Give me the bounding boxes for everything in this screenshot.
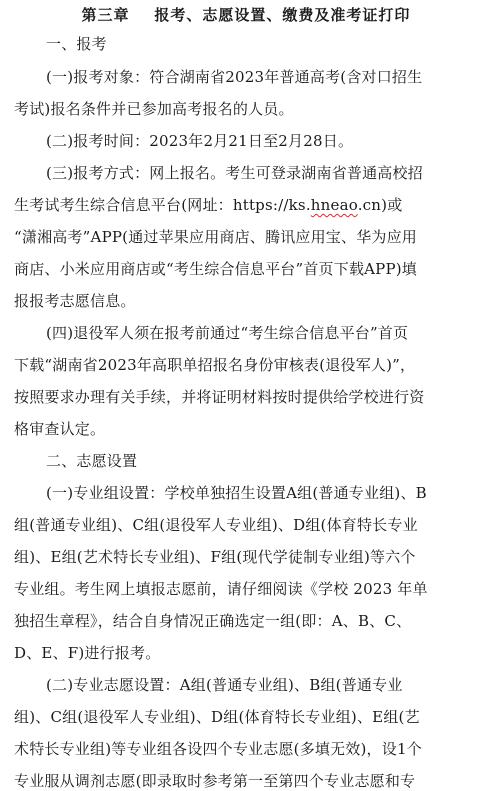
- paragraph-line: 考试)报名条件并已参加高考报名的人员。: [14, 100, 294, 118]
- paragraph-line: 组)、C组(退役军人专业组)、D组(体育特长专业组)、E组(艺: [14, 708, 420, 726]
- paragraph-line: 专业服从调剂志愿(即录取时参考第一至第四个专业志愿和专: [14, 772, 416, 790]
- section-heading-registration: 一、报考: [46, 35, 107, 53]
- paragraph-line: 格审查认定。: [14, 420, 106, 438]
- paragraph-line: (一)报考对象：符合湖南省2023年普通高考(含对口招生: [46, 68, 423, 86]
- paragraph-line: (二)专业志愿设置：A组(普通专业组)、B组(普通专业: [46, 676, 403, 694]
- paragraph-line: 专业组。考生网上填报志愿前，请仔细阅读《学校 2023 年单: [14, 580, 428, 598]
- section-heading-preferences: 二、志愿设置: [46, 452, 138, 470]
- paragraph-line: 术特长专业组)等专业组各设四个专业志愿(多填无效)，设1个: [14, 740, 422, 758]
- paragraph-line: 组(普通专业组)、C组(退役军人专业组)、D组(体育特长专业: [14, 516, 418, 534]
- paragraph-line: (三)报考方式：网上报名。考生可登录湖南省普通高校招: [46, 164, 423, 182]
- url-suffix-text: .cn)或: [357, 196, 403, 214]
- paragraph-line: 组)、E组(艺术特长专业组)、F组(现代学徒制专业组)等六个: [14, 548, 416, 566]
- paragraph-line: 报报考志愿信息。: [14, 292, 136, 310]
- paragraph-line: 下载“湖南省2023年高职单招报名身份审核表(退役军人)”，: [14, 356, 416, 374]
- paragraph-line: (四)退役军人须在报考前通过“考生综合信息平台”首页: [46, 324, 409, 342]
- paragraph-line-with-url: [14, 195, 480, 215]
- paragraph-line: 商店、小米应用商店或“考生综合信息平台”首页下载APP)填: [14, 260, 418, 278]
- paragraph-line: 独招生章程》，结合自身情况正确选定一组(即：A、B、C、: [14, 612, 412, 630]
- url-prefix-text: 生考试考生综合信息平台(网址：https://ks.: [14, 196, 311, 214]
- paragraph-line: (一)专业组设置：学校单独招生设置A组(普通专业组)、B: [46, 484, 427, 502]
- paragraph-line: D、E、F)进行报考。: [14, 644, 161, 662]
- paragraph-line: “潇湘高考”APP(通过苹果应用商店、腾讯应用宝、华为应用: [14, 228, 418, 246]
- paragraph-line: (二)报考时间：2023年2月21日至2月28日。: [46, 132, 354, 150]
- url-domain-text: hneao: [310, 196, 358, 214]
- paragraph-line: 按照要求办理有关手续，并将证明材料按时提供给学校进行资: [14, 388, 425, 406]
- chapter-title: 第三章 报考、志愿设置、缴费及准考证打印: [81, 6, 411, 24]
